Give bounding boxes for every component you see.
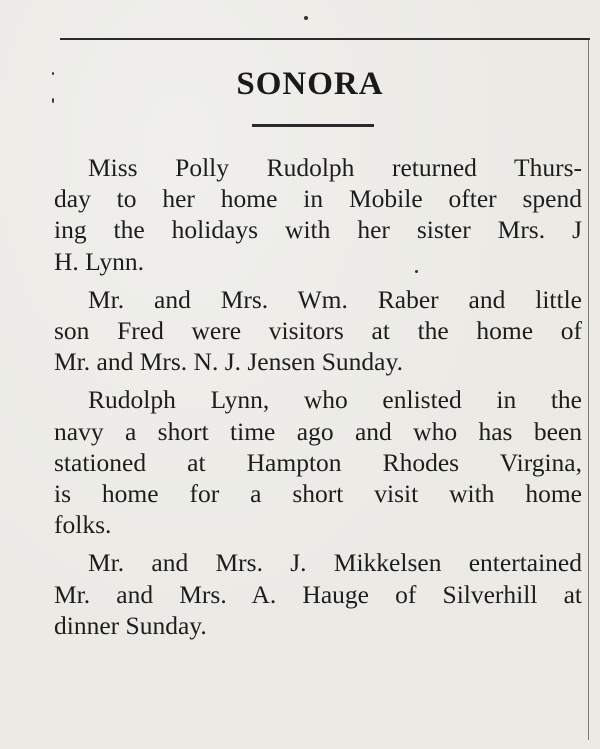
text-line: son Fred were visitors at the home of	[54, 316, 582, 346]
article-body	[54, 152, 582, 648]
text-line: Mr. and Mrs. N. J. Jensen Sunday.	[54, 347, 403, 377]
text-line: day to her home in Mobile ofter spend	[54, 184, 582, 214]
text-line: Mr. and Mrs. A. Hauge of Silverhill at	[54, 579, 582, 609]
column-right-rule	[588, 40, 589, 740]
text-line: is home for a short visit with home	[54, 479, 582, 509]
text-line: folks.	[54, 510, 112, 540]
text-line: Mr. and Mrs. J. Mikkelsen entertained	[88, 548, 582, 578]
text-line: Rudolph Lynn, who enlisted in the	[88, 385, 582, 415]
text-line: navy a short time ago and who has been	[54, 416, 582, 446]
column-top-rule	[60, 38, 590, 40]
text-line: Mr. and Mrs. Wm. Raber and little	[88, 284, 582, 314]
paragraph	[54, 284, 582, 378]
text-line: H. Lynn.	[54, 246, 144, 276]
text-line: Miss Polly Rudolph returned Thurs-	[88, 153, 582, 182]
text-line: ing the holidays with her sister Mrs. J	[54, 215, 582, 245]
heading-underline	[252, 124, 374, 127]
section-heading: SONORA	[236, 66, 384, 102]
paragraph	[54, 547, 582, 641]
text-line: dinner Sunday.	[54, 610, 207, 640]
paragraph	[54, 152, 582, 277]
text-line: stationed at Hampton Rhodes Virgina,	[54, 447, 582, 477]
paragraph	[54, 384, 582, 540]
print-speck	[304, 16, 308, 20]
